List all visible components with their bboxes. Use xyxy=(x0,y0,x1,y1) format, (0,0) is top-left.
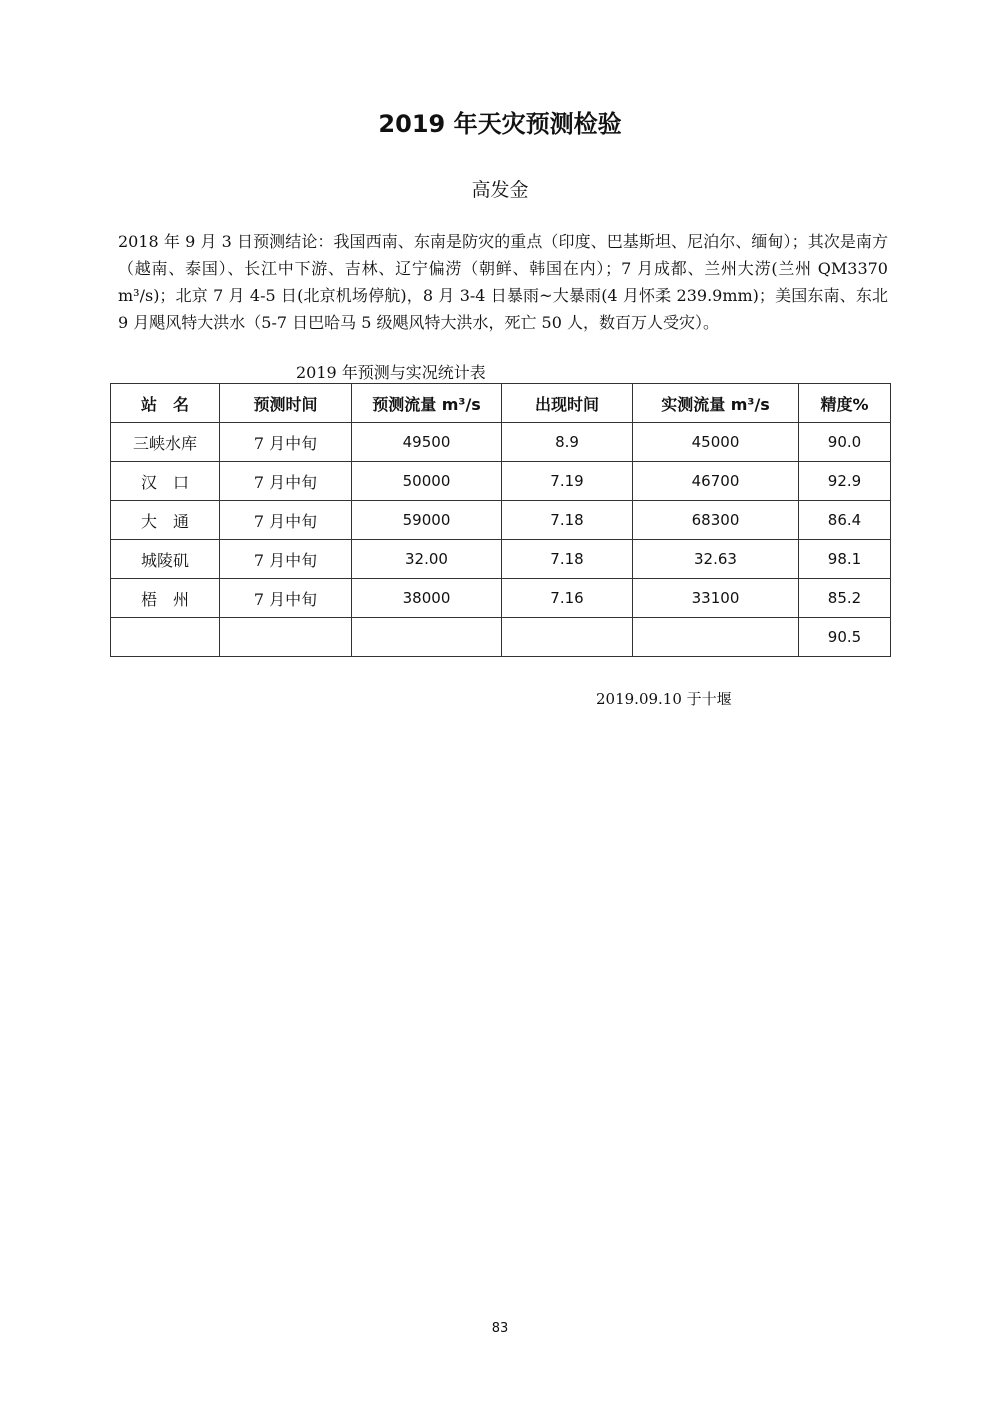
cell-station: 梧 州 xyxy=(111,579,220,618)
table-row-average xyxy=(111,618,891,657)
forecast-table xyxy=(110,383,891,657)
cell-station: 城陵矶 xyxy=(111,540,220,579)
cell-accuracy: 90.0 xyxy=(799,423,891,462)
cell-measured-flow: 68300 xyxy=(633,501,799,540)
header-forecast-time: 预测时间 xyxy=(220,384,352,423)
cell-measured-flow: 46700 xyxy=(633,462,799,501)
cell-occur-time: 7.19 xyxy=(502,462,633,501)
cell-measured-flow: 33100 xyxy=(633,579,799,618)
cell-measured-flow xyxy=(633,618,799,657)
cell-station: 大 通 xyxy=(111,501,220,540)
cell-accuracy: 98.1 xyxy=(799,540,891,579)
table-row xyxy=(111,579,891,618)
cell-forecast-time: 7 月中旬 xyxy=(220,501,352,540)
cell-accuracy: 86.4 xyxy=(799,501,891,540)
cell-station xyxy=(111,618,220,657)
cell-occur-time: 7.18 xyxy=(502,501,633,540)
header-forecast-flow: 预测流量 m³/s xyxy=(352,384,502,423)
cell-forecast-flow: 50000 xyxy=(352,462,502,501)
cell-accuracy: 92.9 xyxy=(799,462,891,501)
body-paragraph: 2018 年 9 月 3 日预测结论：我国西南、东南是防灾的重点（印度、巴基斯坦、尼泊尔、缅甸）；其次是南方（越南、泰国）、长江中下游、吉林、辽宁偏涝（朝鲜、韩国在内）；7 月成都、兰州大涝(兰州 QM3370 m³/s)；北京 7 月 4-5 日(北京机场停航)，8 月 3-4 日暴雨~大暴雨(4 月怀柔 239.9mm)；美国东南、东北 9 月飓风特大洪水（5-7 日巴哈马 5 级飓风特大洪水，死亡 50 人，数百万人受灾）。 xyxy=(118,232,888,332)
table-row xyxy=(111,462,891,501)
table-row xyxy=(111,540,891,579)
header-occur-time: 出现时间 xyxy=(502,384,633,423)
cell-forecast-time: 7 月中旬 xyxy=(220,579,352,618)
cell-occur-time: 7.18 xyxy=(502,540,633,579)
header-station: 站 名 xyxy=(111,384,220,423)
cell-accuracy-average: 90.5 xyxy=(799,618,891,657)
cell-forecast-time: 7 月中旬 xyxy=(220,423,352,462)
header-accuracy: 精度% xyxy=(799,384,891,423)
cell-accuracy: 85.2 xyxy=(799,579,891,618)
cell-forecast-time: 7 月中旬 xyxy=(220,540,352,579)
cell-forecast-flow: 32.00 xyxy=(352,540,502,579)
cell-forecast-time: 7 月中旬 xyxy=(220,462,352,501)
cell-forecast-flow: 49500 xyxy=(352,423,502,462)
cell-forecast-flow xyxy=(352,618,502,657)
cell-forecast-flow: 38000 xyxy=(352,579,502,618)
signature-date: 2019.09.10 于十堰 xyxy=(596,690,732,708)
cell-station: 三峡水库 xyxy=(111,423,220,462)
cell-forecast-time xyxy=(220,618,352,657)
table-row xyxy=(111,423,891,462)
cell-occur-time xyxy=(502,618,633,657)
cell-measured-flow: 32.63 xyxy=(633,540,799,579)
cell-station: 汉 口 xyxy=(111,462,220,501)
table-row xyxy=(111,501,891,540)
cell-occur-time: 7.16 xyxy=(502,579,633,618)
table-header-row xyxy=(111,384,891,423)
cell-occur-time: 8.9 xyxy=(502,423,633,462)
cell-forecast-flow: 59000 xyxy=(352,501,502,540)
page-title: 2019 年天灾预测检验 xyxy=(378,110,622,138)
header-measured-flow: 实测流量 m³/s xyxy=(633,384,799,423)
cell-measured-flow: 45000 xyxy=(633,423,799,462)
author-name: 高发金 xyxy=(471,179,529,201)
table-caption: 2019 年预测与实况统计表 xyxy=(296,363,486,382)
page-number: 83 xyxy=(491,1321,509,1336)
